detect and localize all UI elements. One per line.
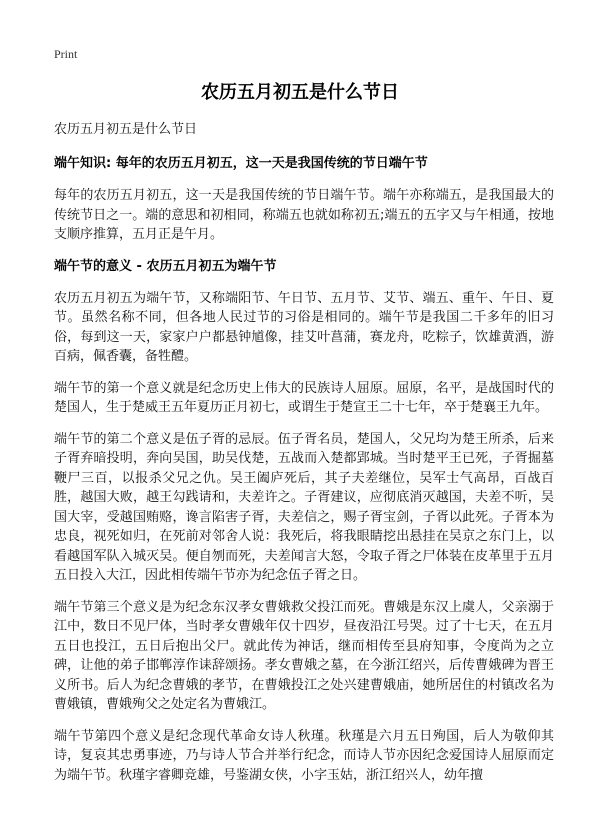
paragraph-names: 农历五月初五为端午节，又称端阳节、午日节、五月节、艾节、端五、重午、午日、夏节。虽然名称不同，但各地人民过节的习俗是相同的。端午节是我国二千多年的旧习俗，每到这一天，家家户户都悬钟馗像，挂艾叶菖蒲，赛龙舟，吃粽子，饮雄黄酒，游百病，佩香囊，备牲醴。 [54,290,554,364]
print-link[interactable]: Print [54,47,78,61]
paragraph-intro: 每年的农历五月初五，这一天是我国传统的节日端午节。端午亦称端五，是我国最大的传统节日之一。端的意思和初相同，称端五也就如称初五;端五的五字又与午相通，按地支顺序推算，五月正是午月。 [54,188,554,242]
article-subtitle: 农历五月初五是什么节日 [54,122,198,137]
paragraph-meaning-4: 端午节第四个意义是纪念现代革命女诗人秋瑾。秋瑾是六月五日殉国，后人为敬仰其诗，复哀其忠勇事迹，乃与诗人节合并举行纪念，而诗人节亦因纪念爱国诗人屈原而定为端午节。秋瑾字睿卿竞雄，号鉴湖女侠，小字玉姑，浙江绍兴人，幼年擅 [54,728,554,783]
article-body [54,120,554,797]
section-heading-meaning: 端午节的意义 - 农历五月初五为端午节 [54,258,277,274]
paragraph-meaning-2: 端午节的第二个意义是伍子胥的忌辰。伍子胥名员，楚国人，父兄均为楚王所杀，后来子胥弃暗投明，奔向吴国，助吴伐楚，五战而入楚都郢城。当时楚平王已死，子胥掘墓鞭尸三百，以报杀父兄之仇。吴王阖庐死后，其子夫差继位，吴军士气高昂，百战百胜，越国大败，越王勾践请和，夫差许之。子胥建议，应彻底消灭越国，夫差不听，吴国大宰，受越国贿赂，谗言陷害子胥，夫差信之，赐子胥宝剑，子胥以此死。子胥本为忠良，视死如归，在死前对邻舍人说：我死后，将我眼睛挖出悬挂在吴京之东门上，以看越国军队入城灭吴。便自刎而死，夫差闻言大怒，令取子胥之尸体装在皮革里于五月五日投入大江，因此相传端午节亦为纪念伍子胥之日。 [54,431,554,583]
paragraph-meaning-1: 端午节的第一个意义就是纪念历史上伟大的民族诗人屈原。屈原，名平，是战国时代的楚国人，生于楚威王五年夏历正月初七，或谓生于楚宣王二十七年，卒于楚襄王九年。 [54,380,554,415]
paragraph-meaning-3: 端午节第三个意义是为纪念东汉孝女曹娥救父投江而死。曹娥是东汉上虞人，父亲溺于江中，数日不见尸体，当时孝女曹娥年仅十四岁，昼夜沿江号哭。过了十七天，在五月五日也投江，五日后抱出父尸。就此传为神话，继而相传至县府知事，令度尚为之立碑，让他的弟子邯郸淳作诔辞颂扬。孝女曹娥之墓，在今浙江绍兴，后传曹娥碑为晋王义所书。后人为纪念曹娥的孝节，在曹娥投江之处兴建曹娥庙，她所居住的村镇改名为曹娥镇，曹娥殉父之处定名为曹娥江。 [54,599,554,712]
section-heading-knowledge: 端午知识: 每年的农历五月初五，这一天是我国传统的节日端午节 [54,156,428,171]
page-title: 农历五月初五是什么节日 [201,82,399,103]
